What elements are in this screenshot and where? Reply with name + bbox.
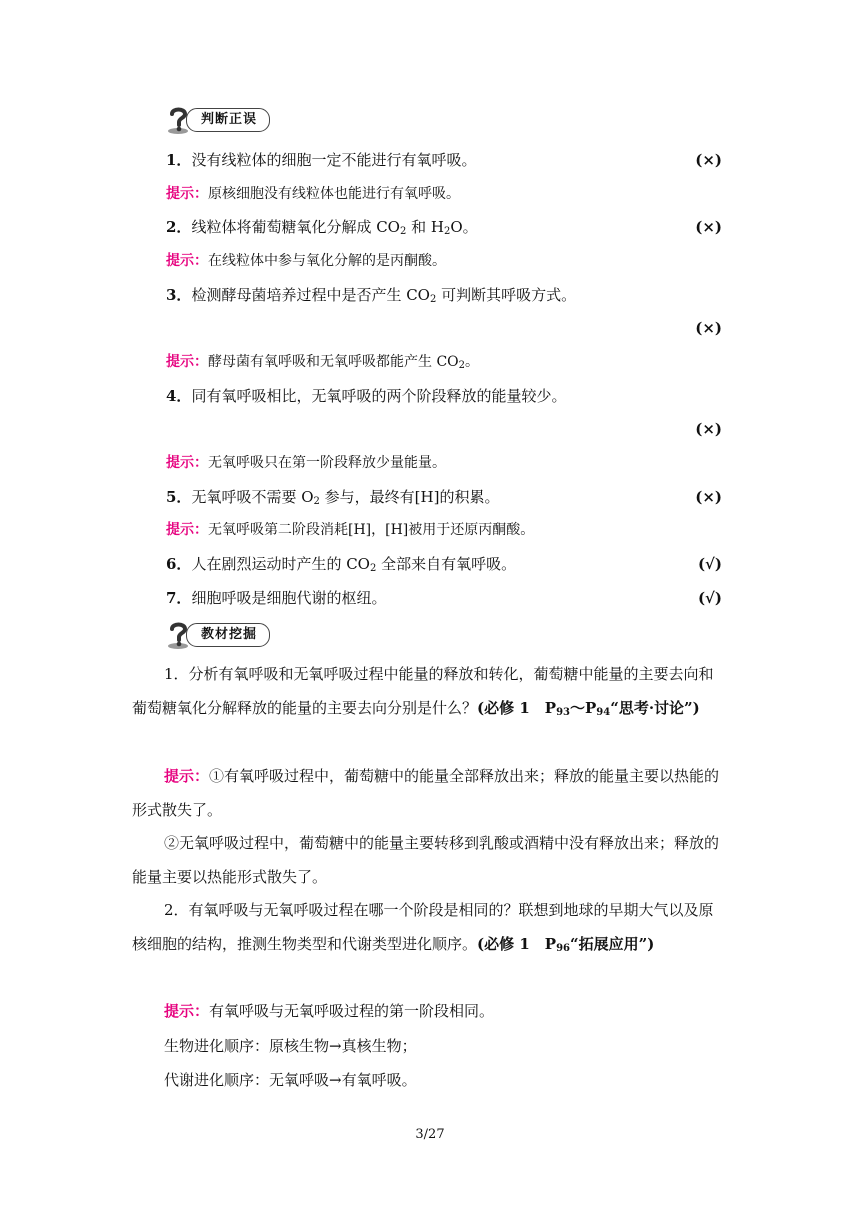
textbook-q1-hint-1: 提示：①有氧呼吸过程中，葡萄糖中的能量全部释放出来；释放的能量主要以热能的形式散失了。: [132, 767, 720, 819]
item-3: 3．检测酵母菌培养过程中是否产生 $CO_2$ 可判断其呼吸方式。: [166, 286, 577, 305]
item-3-hint: 提示：酵母菌有氧呼吸和无氧呼吸都能产生 $CO_2$。: [166, 354, 480, 371]
section-badge-judge: [166, 105, 270, 135]
item-1-hint: 提示：原核细胞没有线粒体也能进行有氧呼吸。: [166, 186, 460, 202]
item-2-mark: (×): [695, 218, 722, 236]
badge-label: 教材挖掘: [186, 623, 270, 647]
question-mark-icon: [166, 620, 192, 650]
item-4-mark: (×): [695, 420, 722, 438]
textbook-question-1: 1．分析有氧呼吸和无氧呼吸过程中能量的释放和转化，葡萄糖中能量的主要去向和葡萄糖氧化分解释放的能量的主要去向分别是什么？(必修 1 $P_{93}\sim P_{94}“$思考·讨论”): [132, 665, 714, 718]
textbook-q1-hint-2: ②无氧呼吸过程中，葡萄糖中的能量主要转移到乳酸或酒精中没有释放出来；释放的能量主要以热能形式散失了。: [132, 834, 720, 886]
item-1-mark: (×): [695, 151, 722, 169]
page-number: 3/27: [415, 1127, 445, 1142]
item-3-mark: (×): [695, 319, 722, 337]
item-6-mark: (√): [697, 555, 722, 573]
item-4-hint: 提示：无氧呼吸只在第一阶段释放少量能量。: [166, 455, 446, 471]
item-5-mark: (×): [695, 488, 722, 506]
badge-label: 判断正误: [186, 108, 270, 132]
item-5: 5．无氧呼吸不需要 $O_2$ 参与，最终有[H]的积累。: [166, 488, 500, 507]
item-2: 2．线粒体将葡萄糖氧化分解成 $CO_2$ 和 $H_2O$。: [166, 218, 478, 237]
section-badge-textbook: [166, 620, 270, 650]
item-5-hint: 提示：无氧呼吸第二阶段消耗[H]，[H]被用于还原丙酮酸。: [166, 522, 535, 538]
item-6: 6．人在剧烈运动时产生的 $CO_2$ 全部来自有氧呼吸。: [166, 555, 517, 574]
item-7-mark: (√): [697, 589, 722, 607]
item-4: 4．同有氧呼吸相比，无氧呼吸的两个阶段释放的能量较少。: [166, 387, 567, 405]
item-1: 1．没有线粒体的细胞一定不能进行有氧呼吸。: [166, 151, 477, 169]
textbook-q2-hint-1: 提示：有氧呼吸与无氧呼吸过程的第一阶段相同。: [164, 1002, 495, 1020]
textbook-q2-hint-2: 生物进化顺序：原核生物→真核生物；: [164, 1037, 417, 1055]
item-7: 7．细胞呼吸是细胞代谢的枢纽。: [166, 589, 387, 607]
textbook-question-2: 2．有氧呼吸与无氧呼吸过程在哪一个阶段是相同的？联想到地球的早期大气以及原核细胞的结构，推测生物类型和代谢类型进化顺序。(必修 1 $P_{96}“$拓展应用”): [132, 901, 714, 954]
question-mark-icon: [166, 105, 192, 135]
textbook-q2-hint-3: 代谢进化顺序：无氧呼吸→有氧呼吸。: [164, 1071, 417, 1089]
item-2-hint: 提示：在线粒体中参与氧化分解的是丙酮酸。: [166, 253, 446, 269]
